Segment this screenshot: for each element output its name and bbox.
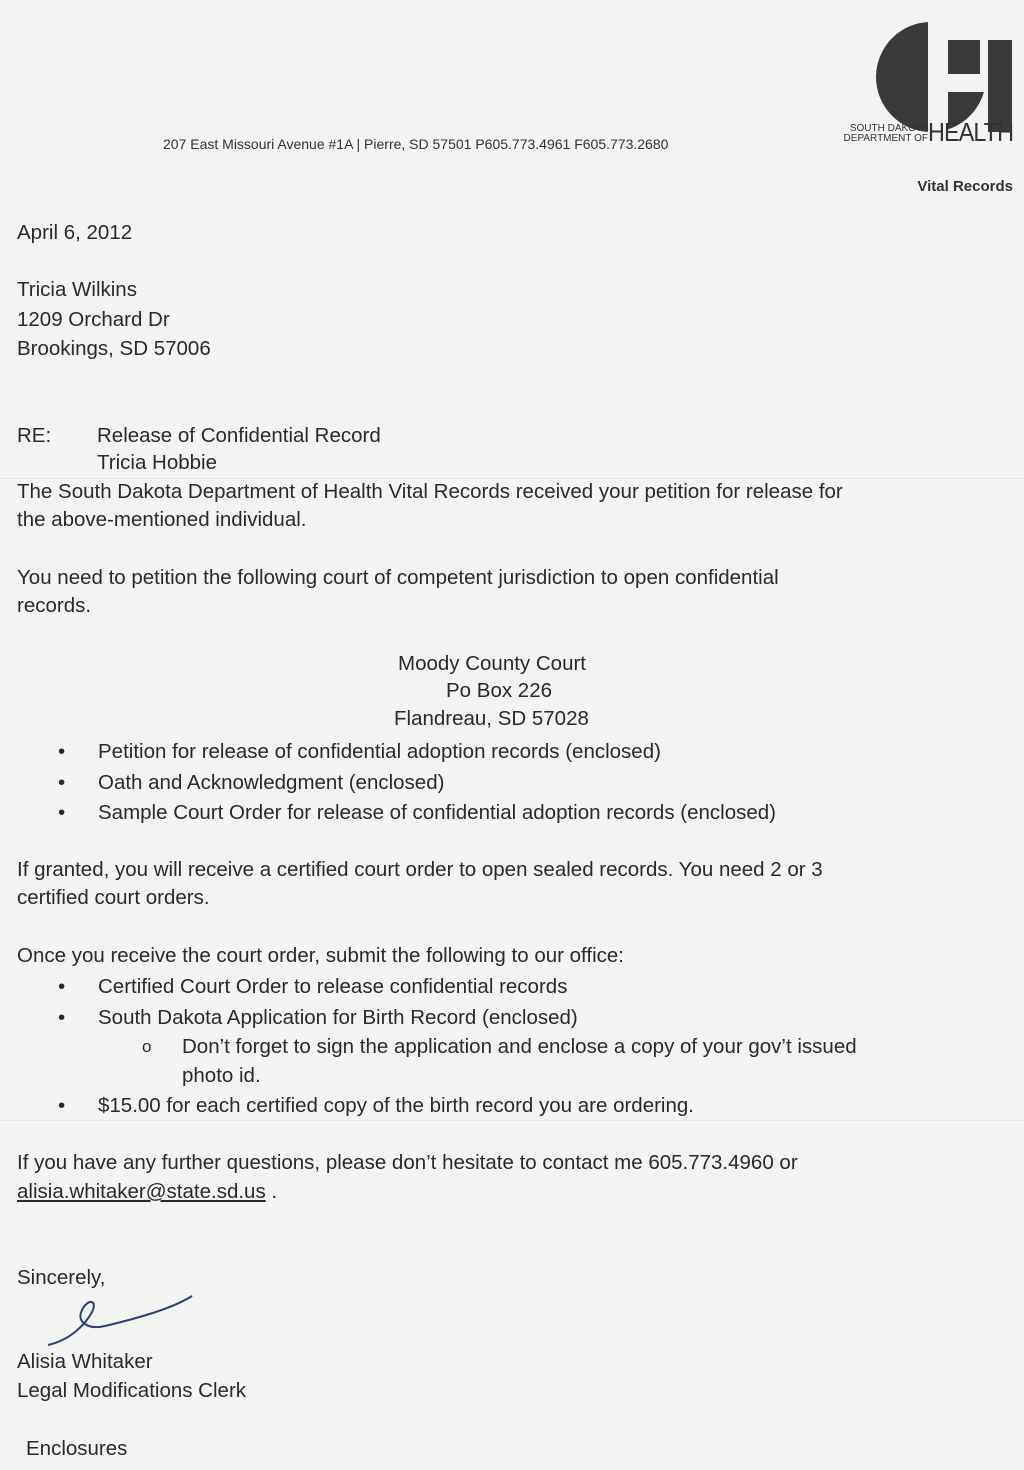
re-subject: Release of Confidential Record [97,424,381,447]
paragraph-2: records. [17,594,92,617]
list-item: Sample Court Order for release of confidential adoption records (enclosed) [98,801,776,824]
email-tail: . [265,1180,278,1203]
bullet-icon: • [58,1094,66,1117]
sub-bullet-icon: o [142,1037,152,1056]
letterhead-address: 207 East Missouri Avenue #1A | Pierre, SD 57501 P605.773.4961 F605.773.2680 [163,136,669,152]
bullet-icon: • [58,740,66,763]
signature-icon [30,1290,200,1350]
court-name: Moody County Court [398,652,587,675]
list-item: Oath and Acknowledgment (enclosed) [98,771,445,794]
paragraph-4: Once you receive the court order, submit the following to our office: [17,944,624,967]
org-name: HEALTH [928,117,1014,147]
bullet-icon: • [58,801,66,824]
contact-email-line [17,1180,277,1204]
division-name: Vital Records [917,178,1013,195]
email-link[interactable]: alisia.whitaker@state.sd.us [17,1180,266,1203]
recipient-city: Brookings, SD 57006 [17,337,211,360]
re-name: Tricia Hobbie [97,451,218,474]
list-item: Certified Court Order to release confidential records [98,975,568,998]
re-label: RE: [17,424,52,447]
court-box: Po Box 226 [446,679,552,702]
bullet-icon: • [58,771,66,794]
contact-text: If you have any further questions, please don’t hesitate to contact me 605.773.4960 or [17,1151,798,1174]
sub-list-item: Don’t forget to sign the application and enclose a copy of your gov’t issued [182,1035,857,1058]
paragraph-1: the above-mentioned individual. [17,508,307,531]
list-item: Petition for release of confidential adoption records (enclosed) [98,740,661,763]
paragraph-3: If granted, you will receive a certified court order to open sealed records. You need 2 or 3 [17,858,823,881]
letter-date: April 6, 2012 [17,221,133,244]
paragraph-3: certified court orders. [17,886,210,909]
recipient-street: 1209 Orchard Dr [17,308,170,331]
recipient-name: Tricia Wilkins [17,278,137,301]
signer-name: Alisia Whitaker [17,1350,153,1373]
closing: Sincerely, [17,1266,106,1289]
list-item: South Dakota Application for Birth Record (enclosed) [98,1006,578,1029]
court-city: Flandreau, SD 57028 [394,707,589,730]
health-logo-icon [876,22,1016,132]
org-label: SOUTH DAKOTA DEPARTMENT OF [843,123,928,144]
bullet-icon: • [58,975,66,998]
signer-title: Legal Modifications Clerk [17,1379,247,1402]
bullet-icon: • [58,1006,66,1029]
paragraph-1: The South Dakota Department of Health Vital Records received your petition for release for [17,480,843,503]
paper-fold [0,1120,1024,1121]
list-item: $15.00 for each certified copy of the birth record you are ordering. [98,1094,694,1117]
enclosures-label: Enclosures [26,1437,128,1460]
paper-fold [0,478,1024,479]
sub-list-item: photo id. [182,1064,261,1087]
paragraph-2: You need to petition the following court of competent jurisdiction to open confidential [17,566,779,589]
